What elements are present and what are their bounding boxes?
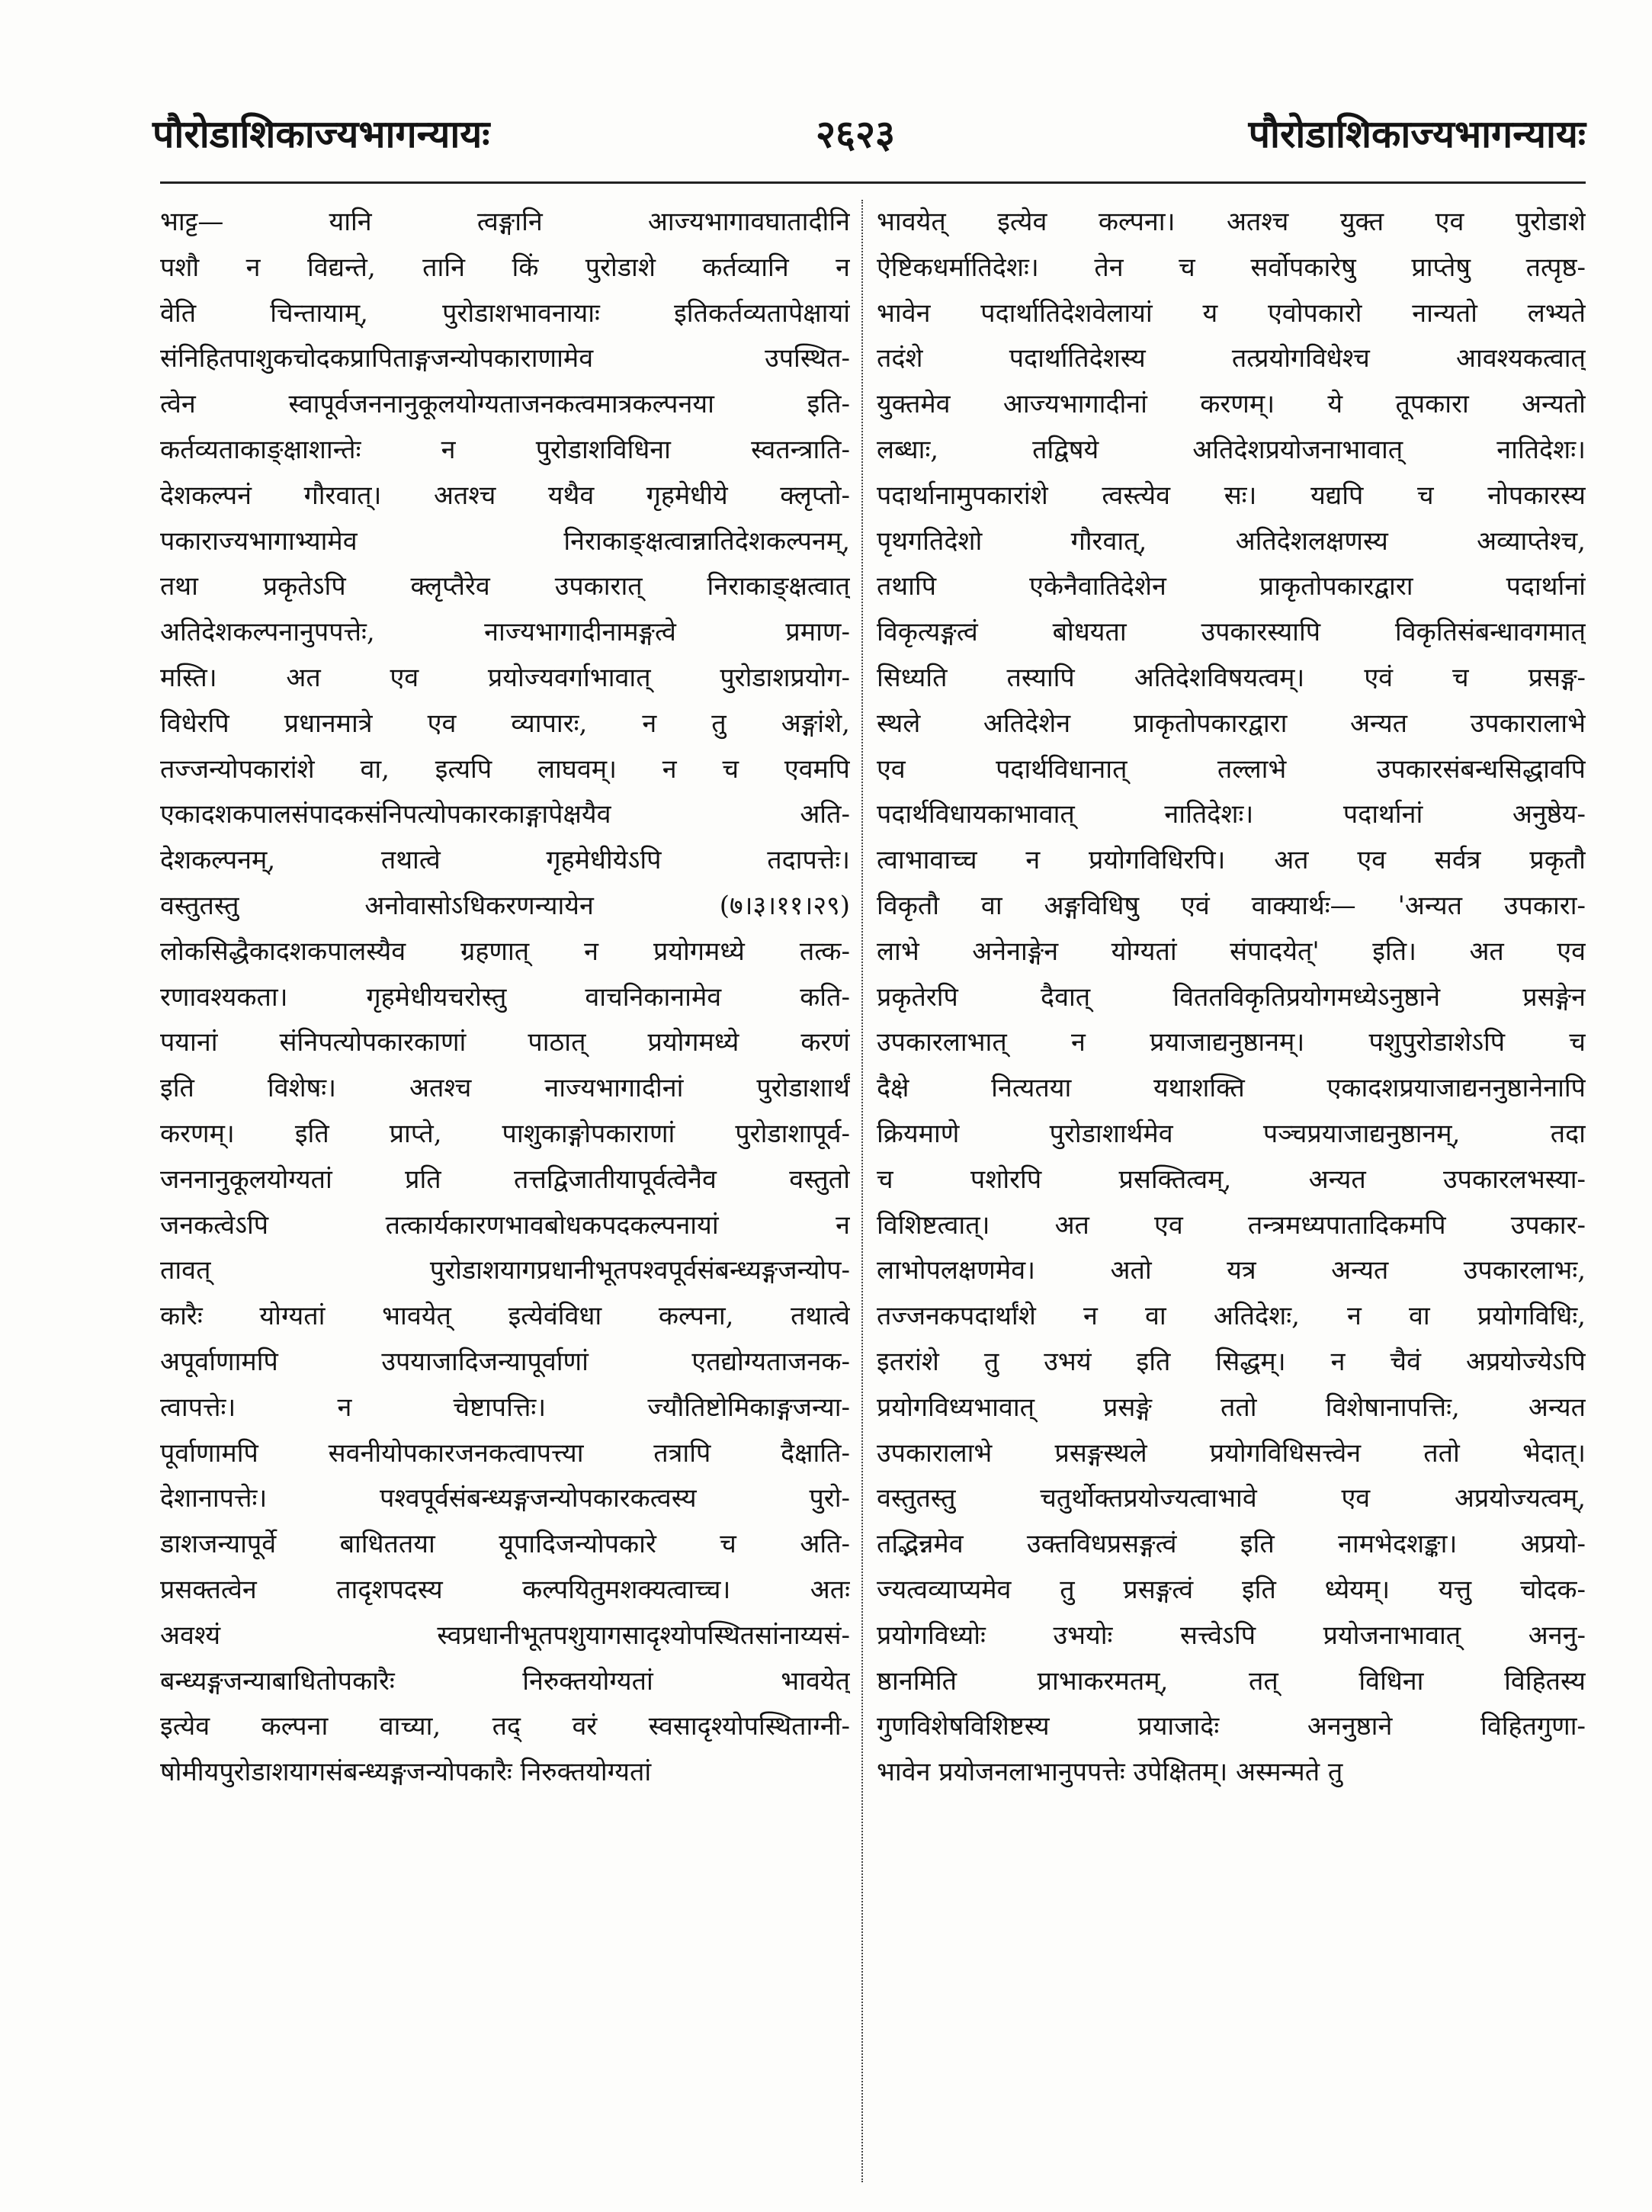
right-column-line: एव पदार्थविधानात् तल्लाभे उपकारसंबन्धसिद्धावपि: [877, 753, 1586, 785]
left-column-line: जनकत्वेऽपि तत्कार्यकारणभावबोधकपदकल्पनायां न: [160, 1209, 850, 1241]
right-column-line: प्रयोगविध्योः उभयोः सत्त्वेऽपि प्रयोजनाभावात् अननु-: [877, 1620, 1586, 1651]
right-column-line: युक्तमेव आज्यभागादीनां करणम्। ये तूपकारा अन्यतो: [877, 389, 1586, 420]
left-column-line: रणावश्यकता। गृहमेधीयचरोस्तु वाचनिकानामेव कति-: [160, 981, 850, 1013]
left-column-line: विधेरपि प्रधानमात्रे एव व्यापारः, न तु अङ्गांशे,: [160, 708, 850, 739]
left-column-line: लोकसिद्धैकादशकपालस्यैव ग्रहणात् न प्रयोगमध्ये तत्क-: [160, 936, 850, 967]
left-column-line: तावत् पुरोडाशयागप्रधानीभूतपश्वपूर्वसंबन्ध्यङ्गजन्योप-: [160, 1255, 850, 1286]
right-column-line: प्रयोगविध्यभावात् प्रसङ्गे ततो विशेषानापत्तिः, अन्यत: [877, 1392, 1586, 1423]
left-column-line: पूर्वाणामपि सवनीयोपकारजनकत्वापत्त्या तत्रापि दैक्षाति-: [160, 1437, 850, 1469]
running-header: [152, 107, 1601, 175]
left-column-line: जननानुकूलयोग्यतां प्रति तत्तद्विजातीयापूर्वत्वेनैव वस्तुतो: [160, 1164, 850, 1195]
header-right-title: पौरोडाशिकाज्यभागन्यायः: [1248, 111, 1586, 156]
right-column-line: लाभोपलक्षणमेव। अतो यत्र अन्यत उपकारलाभः,: [877, 1255, 1586, 1286]
left-column-line: त्वापत्तेः। न चेष्टापत्तिः। ज्यौतिष्टोमिकाङ्गजन्या-: [160, 1392, 850, 1423]
left-column-line: संनिहितपाशुकचोदकप्रापिताङ्गजन्योपकाराणामेव उपस्थित-: [160, 343, 850, 374]
right-column-line: इतरांशे तु उभयं इति सिद्धम्। न चैवं अप्रयोज्येऽपि: [877, 1346, 1586, 1377]
right-column-line: पदार्थानामुपकारांशे त्वस्त्येव सः। यद्यपि च नोपकारस्य: [877, 480, 1586, 511]
left-column-line: कारैः योग्यतां भावयेत् इत्येवंविधा कल्पना, तथात्वे: [160, 1301, 850, 1332]
header-left-title: पौरोडाशिकाज्यभागन्यायः: [152, 111, 490, 156]
right-column-line: उपकारलाभात् न प्रयाजाद्यनुष्ठानम्। पशुपुरोडाशेऽपि च: [877, 1027, 1586, 1058]
right-column-line: दैक्षे नित्यतया यथाशक्ति एकादशप्रयाजाद्यननुष्ठानेनापि: [877, 1073, 1586, 1104]
right-column-line: सिध्यति तस्यापि अतिदेशविषयत्वम्। एवं च प्रसङ्ग-: [877, 662, 1586, 693]
header-rule: [160, 181, 1586, 184]
right-column-line: विकृतौ वा अङ्गविधिषु एवं वाक्यार्थः— 'अन्यत उपकारा-: [877, 890, 1586, 921]
right-column-line: तदंशे पदार्थातिदेशस्य तत्प्रयोगविधेश्च आवश्यकत्वात्: [877, 343, 1586, 374]
right-column-line: क्रियमाणे पुरोडाशार्थमेव पञ्चप्रयाजाद्यनुष्ठानम्, तदा: [877, 1118, 1586, 1149]
page-number: २६२३: [816, 111, 895, 156]
left-column-line: त्वेन स्वापूर्वजननानुकूलयोग्यताजनकत्वमात्रकल्पनया इति-: [160, 389, 850, 420]
right-column-line: भावेन पदार्थातिदेशवेलायां य एवोपकारो नान्यतो लभ्यते: [877, 297, 1586, 329]
column-divider: [861, 200, 863, 2182]
right-text-column: [877, 200, 1586, 2182]
left-column-line: अपूर्वाणामपि उपयाजादिजन्यापूर्वाणां एतद्योग्यताजनक-: [160, 1346, 850, 1377]
right-column-line: पदार्थविधायकाभावात् नातिदेशः। पदार्थानां अनुष्ठेय-: [877, 799, 1586, 830]
left-column-line: देशकल्पनं गौरवात्। अतश्च यथैव गृहमेधीये क्लृप्तो-: [160, 480, 850, 511]
right-column-line: पृथगतिदेशो गौरवात्, अतिदेशलक्षणस्य अव्याप्तेश्च,: [877, 525, 1586, 557]
left-column-line: तथा प्रकृतेऽपि क्लृप्तैरेव उपकारात् निराकाङ्क्षत्वात्: [160, 571, 850, 602]
left-column-line: वेति चिन्तायाम्, पुरोडाशभावनायाः इतिकर्तव्यतापेक्षायां: [160, 297, 850, 329]
left-column-line: देशकल्पनम्, तथात्वे गृहमेधीयेऽपि तदापत्तेः।: [160, 845, 850, 876]
left-column-line: प्रसक्तत्वेन तादृशपदस्य कल्पयितुमशक्यत्वाच्च। अतः: [160, 1574, 850, 1605]
right-column-line: प्रकृतेरपि दैवात् विततविकृतिप्रयोगमध्येऽनुष्ठाने प्रसङ्गेन: [877, 981, 1586, 1013]
left-column-line: देशानापत्तेः। पश्वपूर्वसंबन्ध्यङ्गजन्योपकारकत्वस्य पुरो-: [160, 1483, 850, 1514]
right-column-line: ऐष्टिकधर्मातिदेशः। तेन च सर्वोपकारेषु प्राप्तेषु तत्पृष्ठ-: [877, 252, 1586, 283]
right-column-line: तथापि एकेनैवातिदेशेन प्राकृतोपकारद्वारा पदार्थानां: [877, 571, 1586, 602]
right-column-line: स्थले अतिदेशेन प्राकृतोपकारद्वारा अन्यत उपकारालाभे: [877, 708, 1586, 739]
right-column-line: त्वाभावाच्च न प्रयोगविधिरपि। अत एव सर्वत्र प्रकृतौ: [877, 845, 1586, 876]
right-column-line: भावयेत् इत्येव कल्पना। अतश्च युक्त एव पुरोडाशे: [877, 207, 1586, 237]
left-column-line: अवश्यं स्वप्रधानीभूतपशुयागसादृश्योपस्थितसांनाय्यसं-: [160, 1620, 850, 1651]
left-column-line: अतिदेशकल्पनानुपपत्तेः, नाज्यभागादीनामङ्गत्वे प्रमाण-: [160, 617, 850, 648]
left-column-line: षोमीयपुरोडाशयागसंबन्ध्यङ्गजन्योपकारैः निरुक्तयोग्यतां: [160, 1757, 652, 1788]
right-column-line: गुणविशेषविशिष्टस्य प्रयाजादेः अननुष्ठाने विहितगुणा-: [877, 1711, 1586, 1742]
right-column-line: उपकारालाभे प्रसङ्गस्थले प्रयोगविधिसत्त्वेन ततो भेदात्।: [877, 1437, 1586, 1469]
right-column-line: लाभे अनेनाङ्गेन योग्यतां संपादयेत्' इति। अत एव: [877, 936, 1586, 967]
right-column-line: विशिष्टत्वात्। अत एव तन्त्रमध्यपातादिकमपि उपकार-: [877, 1209, 1586, 1241]
left-column-line: कर्तव्यताकाङ्क्षाशान्तेः न पुरोडाशविधिना स्वतन्त्राति-: [160, 434, 850, 465]
right-column-line: तद्भिन्नमेव उक्तविधप्रसङ्गत्वं इति नामभेदशङ्का। अप्रयो-: [877, 1529, 1586, 1560]
right-column-line: तज्जनकपदार्थांशे न वा अतिदेशः, न वा प्रयोगविधिः,: [877, 1301, 1586, 1332]
right-column-line: भावेन प्रयोजनलाभानुपपत्तेः उपेक्षितम्। अस्मन्मते तु: [877, 1757, 1343, 1788]
right-column-line: ज्यत्वव्याप्यमेव तु प्रसङ्गत्वं इति ध्येयम्। यत्तु चोदक-: [877, 1574, 1586, 1605]
right-column-line: ष्ठानमिति प्राभाकरमतम्, तत् विधिना विहितस्य: [877, 1665, 1586, 1697]
left-column-line: डाशजन्यापूर्वे बाधिततया यूपादिजन्योपकारे च अति-: [160, 1529, 850, 1560]
left-column-line: एकादशकपालसंपादकसंनिपत्योपकारकाङ्गापेक्षयैव अति-: [160, 799, 850, 830]
left-column-line: पयानां संनिपत्योपकारकाणां पाठात् प्रयोगमध्ये करणं: [160, 1027, 850, 1058]
left-column-line: वस्तुतस्तु अनोवासोऽधिकरणन्यायेन (७।३।११।२९): [160, 890, 850, 921]
left-column-line: इत्येव कल्पना वाच्या, तद् वरं स्वसादृश्योपस्थिताग्नी-: [160, 1711, 850, 1742]
left-column-line: करणम्। इति प्राप्ते, पाशुकाङ्गोपकाराणां पुरोडाशापूर्व-: [160, 1118, 850, 1149]
right-column-line: च पशोरपि प्रसक्तित्वम्, अन्यत उपकारलभस्या-: [877, 1164, 1586, 1195]
right-column-line: लब्धाः, तद्विषये अतिदेशप्रयोजनाभावात् नातिदेशः।: [877, 434, 1586, 465]
right-column-line: विकृत्यङ्गत्वं बोधयता उपकारस्यापि विकृतिसंबन्धावगमात्: [877, 617, 1586, 648]
left-column-line: भाट्ट— यानि त्वङ्गानि आज्यभागावघातादीनि: [160, 207, 850, 237]
left-column-line: बन्ध्यङ्गजन्याबाधितोपकारैः निरुक्तयोग्यतां भावयेत्: [160, 1665, 850, 1697]
left-column-line: तज्जन्योपकारांशे वा, इत्यपि लाघवम्। न च एवमपि: [160, 753, 850, 785]
left-column-line: मस्ति। अत एव प्रयोज्यवर्गाभावात् पुरोडाशप्रयोग-: [160, 662, 850, 693]
left-column-line: पकाराज्यभागाभ्यामेव निराकाङ्क्षत्वान्नातिदेशकल्पनम्,: [160, 525, 850, 557]
left-text-column: [160, 200, 850, 2182]
right-column-line: वस्तुतस्तु चतुर्थोक्तप्रयोज्यत्वाभावे एव अप्रयोज्यत्वम्,: [877, 1483, 1586, 1514]
left-column-line: इति विशेषः। अतश्च नाज्यभागादीनां पुरोडाशार्थं: [160, 1073, 850, 1104]
left-column-line: पशौ न विद्यन्ते, तानि किं पुरोडाशे कर्तव्यानि न: [160, 252, 850, 283]
